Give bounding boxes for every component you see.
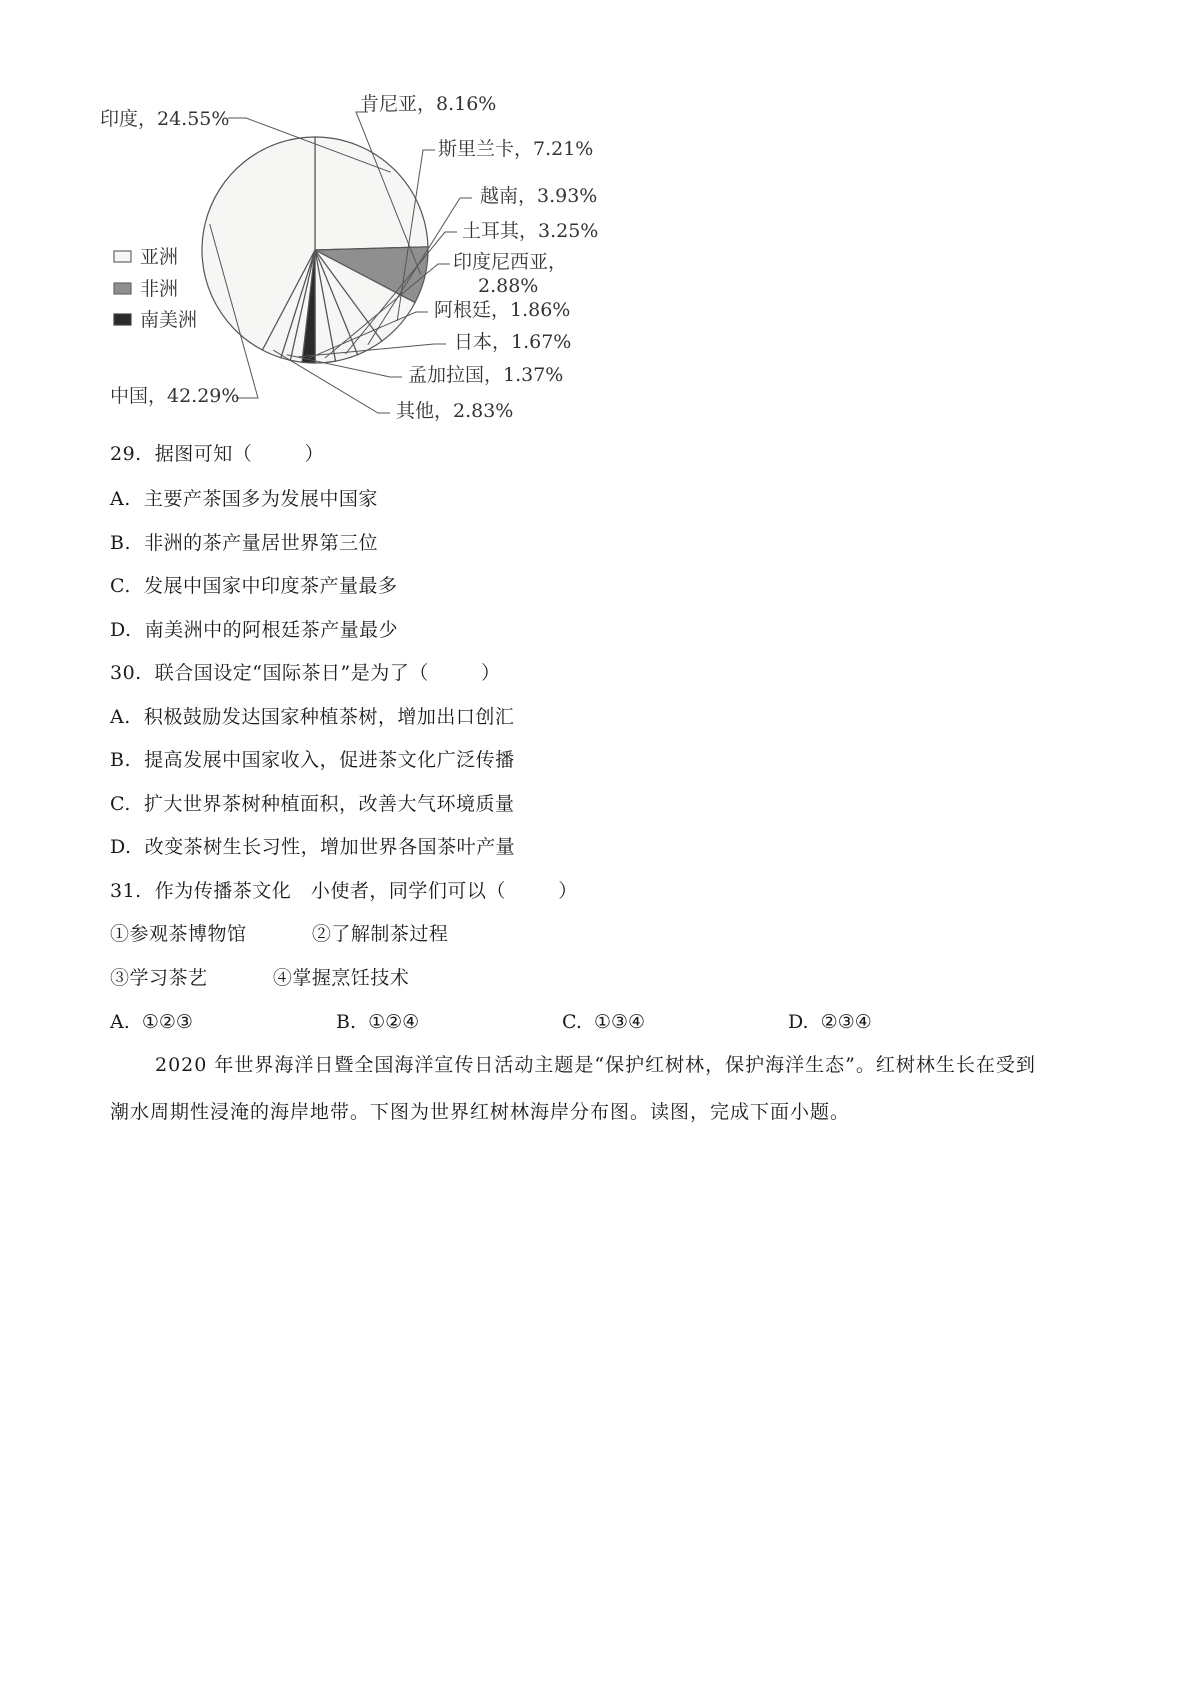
legend-swatch-africa (114, 283, 131, 294)
pie-slice-0 (315, 137, 428, 250)
slice-label-10: 中国，42.29% (110, 385, 240, 407)
q29-option-a: A. 主要产茶国多为发展中国家 (110, 488, 378, 510)
legend-swatch-south-america (114, 314, 131, 325)
q29-option-c: C. 发展中国家中印度茶产量最多 (110, 575, 398, 597)
tea-production-pie-chart (100, 90, 620, 430)
q30-option-b: B. 提高发展中国家收入，促进茶文化广泛传播 (110, 749, 515, 771)
mangrove-intro-paragraph (110, 1052, 1100, 1125)
pie-slices (202, 137, 428, 363)
q29-option-d: D. 南美洲中的阿根廷茶产量最少 (110, 619, 399, 641)
slice-label-5-line2: 2.88% (478, 275, 539, 297)
q29-option-b: B. 非洲的茶产量居世界第三位 (110, 532, 379, 554)
q30-stem: 30. 联合国设定“国际茶日”是为了（ ） (110, 662, 501, 684)
slice-label-4: 土耳其，3.25% (462, 220, 599, 242)
slice-label-0: 印度，24.55% (100, 108, 230, 130)
intro-line-2: 潮水周期性浸淹的海岸地带。下图为世界红树林海岸分布图。读图，完成下面小题。 (110, 1101, 851, 1123)
q31-items-row1: ①参观茶博物馆 ②了解制茶过程 (110, 923, 449, 945)
legend-label-africa: 非洲 (140, 278, 179, 300)
slice-label-8: 孟加拉国，1.37% (408, 364, 564, 386)
slice-label-3: 越南，3.93% (480, 185, 598, 207)
slice-label-2: 斯里兰卡，7.21% (438, 138, 594, 160)
q31-option-a: A. ①②③ (110, 1011, 193, 1033)
slice-label-7: 日本，1.67% (454, 331, 572, 353)
slice-label-1: 肯尼亚，8.16% (360, 93, 497, 115)
q31-option-d: D. ②③④ (788, 1011, 872, 1033)
slice-label-9: 其他，2.83% (396, 400, 514, 422)
q30-option-a: A. 积极鼓励发达国家种植茶树，增加出口创汇 (110, 706, 515, 728)
legend (114, 246, 197, 331)
q31-stem: 31. 作为传播茶文化 小使者，同学们可以（ ） (110, 880, 578, 902)
legend-swatch-asia (114, 251, 131, 262)
intro-line-1: 2020 年世界海洋日暨全国海洋宣传日活动主题是“保护红树林，保护海洋生态”。红树林生长在受到 (155, 1054, 1036, 1076)
legend-label-south-america: 南美洲 (140, 309, 198, 331)
q31-items-row2: ③学习茶艺 ④掌握烹饪技术 (110, 967, 410, 989)
slice-label-5-line1: 印度尼西亚， (453, 251, 568, 273)
legend-label-asia: 亚洲 (140, 246, 179, 268)
q29-stem: 29. 据图可知（ ） (110, 443, 325, 465)
q30-option-c: C. 扩大世界茶树种植面积，改善大气环境质量 (110, 793, 515, 815)
slice-label-6: 阿根廷，1.86% (434, 299, 571, 321)
q30-option-d: D. 改变茶树生长习性，增加世界各国茶叶产量 (110, 836, 516, 858)
q31-option-c: C. ①③④ (562, 1011, 646, 1033)
q31-option-b: B. ①②④ (336, 1011, 420, 1033)
